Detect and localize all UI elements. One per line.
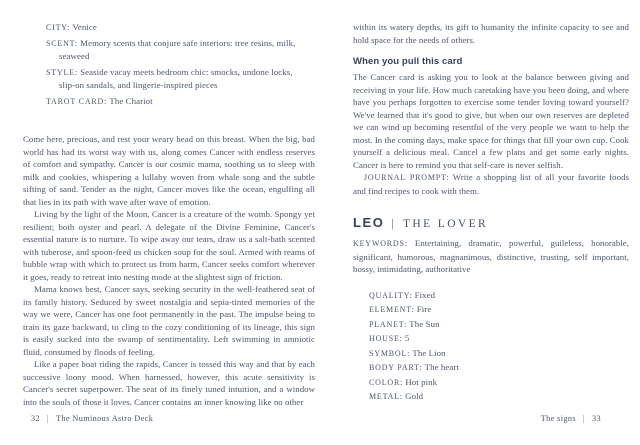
continuation-paragraph: within its watery depths, its gift to humanity the infinite capacity to see and hold space for the needs of others. — [353, 22, 629, 45]
attribute-value: Fixed — [414, 289, 436, 300]
sign-epithet: THE LOVER — [402, 218, 489, 230]
page-number: 33 — [592, 414, 601, 423]
right-page-footer — [541, 414, 601, 423]
right-page — [353, 21, 629, 405]
body-paragraph: Living by the light of the Moon, Cancer is a creature of the womb. Spongy yet resilient; both oyster and pearl. A delegate of the Divine Feminine, Cancer's essential nature is to nurture. To wipe away our tears, draw us a salt-bath scented with tuberose, and spoon-feed us chicken soup for the soul. Armed with reams of bubble wrap with which to protect us from harm, Cancer seeks comfort wherever it goes, ready to retreat into nesting mode at the slightest sign of friction. — [23, 209, 315, 282]
attribute-metal — [369, 390, 619, 403]
heading-separator: | — [391, 216, 394, 230]
attribute-planet — [369, 318, 619, 331]
attribute-value: The Sun — [409, 318, 440, 329]
attribute-label: PLANET: — [369, 319, 408, 329]
journal-prompt — [353, 171, 629, 197]
attribute-house — [369, 332, 619, 345]
footer-separator: | — [47, 414, 50, 423]
attribute-quality — [369, 289, 619, 302]
section-title: The signs — [540, 414, 576, 423]
attribute-body-part — [369, 361, 619, 374]
attribute-label: STYLE: — [46, 68, 78, 77]
attribute-city — [46, 21, 308, 34]
attribute-color — [369, 376, 619, 389]
attribute-value: The heart — [424, 362, 459, 372]
attribute-label: TAROT CARD: — [46, 97, 108, 106]
attribute-label: METAL: — [369, 392, 403, 401]
attribute-label: COLOR: — [369, 377, 404, 387]
attribute-scent — [46, 37, 308, 63]
journal-prompt-text: Write a shopping list of all your favorite foods and find recipes to cook with them. — [353, 172, 630, 196]
pull-card-paragraph: The Cancer card is asking you to look at the balance between giving and receiving in your life. How much caretaking have you been doing, and where have you perhaps forgotten to exercise some tender loving toward yourself? We've learned that it's good to give, but when our own reserves are depleted we can wind up becoming resentful of the very people we want to help the most. In the coming days, make space for things that fill your own cup. Cook yourself a delicious meal. Cancel a few plans and get some early nights. Cancer is here to remind you that self-care is never selfish. — [353, 72, 629, 170]
attribute-value: The Lion — [412, 347, 446, 358]
attribute-label: QUALITY: — [369, 290, 413, 300]
attribute-value: Fire — [416, 304, 432, 314]
attribute-symbol — [369, 347, 619, 360]
cancer-attribute-list — [46, 21, 308, 108]
attribute-value: The Chariot — [109, 96, 153, 106]
keywords-text: Entertaining, dramatic, powerful, guileless, honorable, significant, humorous, magnanimous, distinctive, trusting, self important, bossy, intimidating, authoritative — [353, 238, 629, 274]
pull-card-heading: When you pull this card — [353, 56, 463, 67]
body-paragraph: Like a paper boat riding the rapids, Cancer is tossed this way and that by each successive loony mood. When harnessed, however, this acute sensitivity is Cancer's secret superpower. The seat of its finely tuned intuition, and a window into the souls of those it loves. Cancer contains an inner knowing like no other — [23, 359, 315, 407]
leo-attribute-list — [369, 289, 619, 404]
cancer-body-text — [23, 133, 315, 408]
attribute-label: CITY: — [46, 23, 71, 32]
attribute-value: Seaside vacay meets bedroom chic: smocks, undone locks, slip-on sandals, and lingerie-inspired pieces — [59, 67, 293, 90]
attribute-value: Hot pink — [405, 376, 438, 387]
journal-prompt-label: JOURNAL PROMPT: — [364, 173, 450, 182]
leo-section-heading — [353, 214, 629, 232]
attribute-value: Gold — [405, 391, 424, 401]
attribute-label: ELEMENT: — [369, 305, 415, 314]
attribute-label: HOUSE: — [369, 334, 403, 343]
attribute-element — [369, 303, 619, 316]
attribute-style — [46, 66, 308, 92]
body-paragraph: Come here, precious, and rest your weary head on this breast. When the big, bad world has had its worst way with us, along comes Cancer with endless reserves of comfort and sympathy. Cancer is our cosmic mama, soothing us to sleep with milk and cookies, whispering a lullaby woven from whale song and the subtle sifting of sand. Tender as the night, Cancer moves like the ocean, engulfing all that lies in its path with wave after wave of emotion. — [23, 134, 315, 207]
attribute-value: 5 — [404, 333, 410, 343]
leo-keywords — [353, 237, 629, 276]
attribute-label: SCENT: — [46, 39, 78, 48]
sign-name: LEO — [353, 215, 385, 230]
page-number: 32 — [31, 414, 40, 423]
keywords-label: KEYWORDS: — [353, 239, 408, 248]
body-paragraph: Mama knows best, Cancer says, seeking security in the well-feathered seat of its family history. Seduced by sweet nostalgia and sepia-tinted memories of the way we were, Cancer has one foot permanently in the past. The impulse being to train its gaze backward, to cling to the cozy conditioning of its lineage, this sign is easily sucked into the swamp of sentimentality. Left swimming in amniotic fluid, consumed by floods of feeling. — [23, 284, 315, 357]
attribute-label: BODY PART: — [369, 363, 423, 372]
book-title: The Numinous Astro Deck — [56, 414, 154, 423]
attribute-tarot-card — [46, 95, 308, 108]
footer-separator: | — [582, 414, 585, 423]
attribute-value: Venice — [72, 22, 97, 32]
attribute-value: Memory scents that conjure safe interiors: tree resins, milk, seaweed — [59, 38, 296, 61]
left-page-footer — [31, 414, 153, 423]
attribute-label: SYMBOL: — [369, 348, 411, 358]
left-page — [23, 21, 315, 408]
